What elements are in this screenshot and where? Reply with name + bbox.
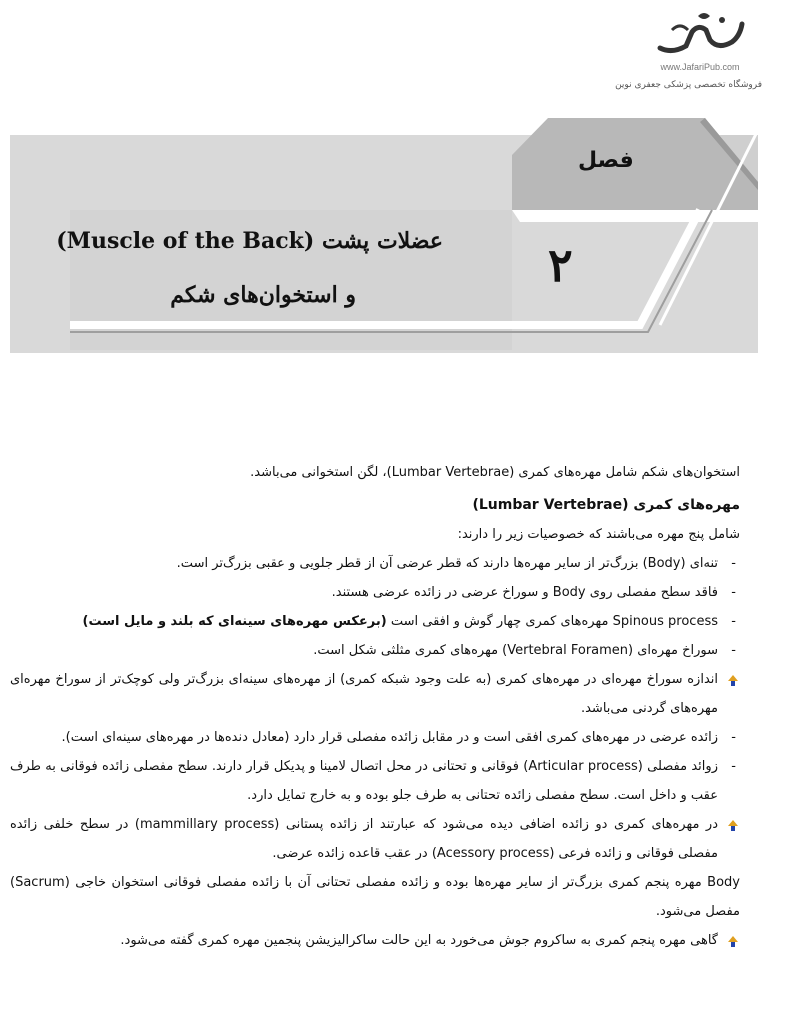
chapter-title-line2: و استخوان‌های شکم: [170, 282, 356, 308]
note-bullet-icon: [726, 818, 740, 832]
chapter-title-line1: عضلات پشت (Muscle of the Back): [56, 228, 443, 254]
publisher-logo: [615, 10, 770, 100]
note-bullet-icon: [726, 673, 740, 687]
chapter-label: فصل: [578, 148, 634, 173]
list-item-bold: (برعکس مهره‌های سینه‌ای که بلند و مایل است): [82, 614, 387, 629]
intro-paragraph: استخوان‌های شکم شامل مهره‌های کمری (Lumbar Vertebrae)، لگن استخوانی می‌باشد.: [250, 465, 740, 480]
logo-url: www.JafariPub.com: [660, 62, 740, 72]
section-heading: مهره‌های کمری (Lumbar Vertebrae): [472, 497, 740, 513]
list-item: - سوراخ مهره‌ای (Vertebral Foramen) مهره‌های کمری مثلثی شکل است.: [10, 636, 740, 665]
chapter-banner: [0, 110, 788, 360]
note-bullet-icon: [726, 934, 740, 948]
list-item: - زوائد مفصلی (Articular process) فوقانی و تحتانی در محل اتصال لامینا و پدیکل قرار دارند. سطح مفصلی زائده فوقانی به طرف عقب و داخل است. سطح مفصلی زائده تحتانی به طرف جلو بوده و به خارج تمایل دارد.: [10, 752, 740, 810]
note-text: در مهره‌های کمری دو زائده اضافی دیده می‌شود که عبارتند از زائده پستانی (mammillary process) در سطح خلفی زائده مفصلی فوقانی و زائده فرعی (Acessory process) در عقب قاعده زائده عرضی.: [10, 817, 719, 861]
note-text: گاهی مهره پنجم کمری به ساکروم جوش می‌خورد به این حالت ساکرالیزیشن پنجمین مهره کمری گفته می‌شود.: [120, 933, 718, 948]
list-item: - زائده عرضی در مهره‌های کمری افقی است و در مقابل زائده مفصلی قرار دارد (معادل دنده‌ها در مهره‌های سینه‌ای است).: [10, 723, 740, 752]
note-item: [10, 665, 740, 723]
note-text: اندازه سوراخ مهره‌ای در مهره‌های کمری (به علت وجود شبکه کمری) از مهره‌های سینه‌ای بزرگ‌تر ولی کوچک‌تر از سوراخ مهره‌ای مهره‌های گردنی می‌باشد.: [10, 672, 718, 716]
logo-tagline: فروشگاه تخصصی پزشکی جعفری نوین: [615, 80, 762, 90]
list-item-text: Spinous process مهره‌های کمری چهار گوش و افقی است: [390, 614, 718, 629]
note-item: [10, 926, 740, 955]
list-item: - تنه‌ای (Body) بزرگ‌تر از سایر مهره‌ها دارند که قطر عرضی آن از قطر جلویی و عقبی بزرگ‌تر است.: [10, 549, 740, 578]
main-content: [10, 458, 740, 955]
jafari-logo-icon: [652, 10, 748, 60]
lead-text: شامل پنج مهره می‌باشند که خصوصیات زیر را دارند:: [457, 527, 740, 542]
note-item: [10, 810, 740, 868]
chapter-number: ۲: [548, 238, 573, 292]
list-item: [10, 607, 740, 636]
list-item: - فاقد سطح مفصلی روی Body و سوراخ عرضی در زائده عرضی هستند.: [10, 578, 740, 607]
body-paragraph: Body مهره پنجم کمری بزرگ‌تر از سایر مهره‌ها بوده و زائده مفصلی تحتانی آن با زائده مفصلی فوقانی استخوان خاجی (Sacrum) مفصل می‌شود.: [10, 875, 740, 919]
